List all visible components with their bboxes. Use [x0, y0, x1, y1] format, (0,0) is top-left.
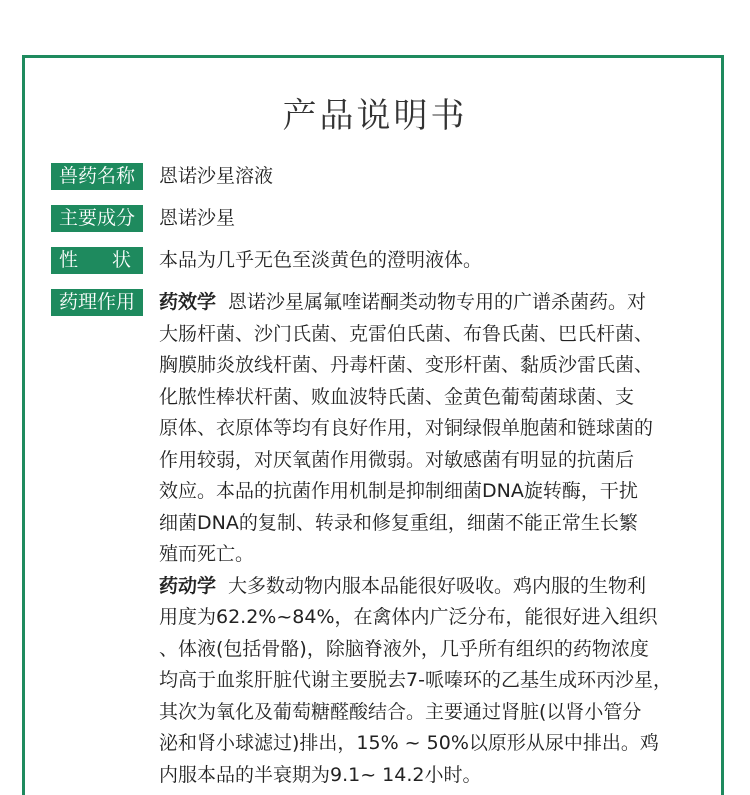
- label-appearance-char-2: 状: [111, 249, 131, 271]
- label-appearance: [51, 247, 143, 274]
- text-line: 作用较弱，对厌氧菌作用微弱。对敏感菌有明显的抗菌后: [159, 448, 635, 471]
- text-line-content: 恩诺沙星属氟喹诺酮类动物专用的广谱杀菌药。对: [228, 291, 647, 313]
- label-main-ingredient: 主要成分: [51, 205, 143, 232]
- row-main-ingredient: [51, 205, 235, 232]
- row-pharmacology: [51, 289, 719, 791]
- page-title: 产品说明书: [282, 96, 468, 136]
- label-drug-name: 兽药名称: [51, 163, 143, 190]
- label-appearance-char-1: 性: [59, 249, 79, 271]
- text-line: [159, 571, 719, 603]
- text-line: 殖而死亡。: [159, 543, 255, 565]
- text-line: 效应。本品的抗菌作用机制是抑制细菌DNA旋转酶，干扰: [159, 480, 638, 502]
- pharmacodynamics-heading: 药效学: [159, 291, 217, 313]
- value-main-ingredient: 恩诺沙星: [159, 207, 236, 229]
- text-line: 细菌DNA的复制、转录和修复重组，细菌不能正常生长繁: [159, 511, 638, 534]
- text-line: 内服本品的半衰期为9.1~ 14.2小时。: [159, 763, 482, 786]
- value-drug-name: 恩诺沙星溶液: [159, 165, 274, 187]
- row-drug-name: [51, 163, 273, 190]
- text-line: 胸膜肺炎放线杆菌、丹毒杆菌、变形杆菌、黏质沙雷氏菌、: [159, 354, 654, 376]
- text-line: [159, 287, 719, 319]
- text-line: 大肠杆菌、沙门氏菌、克雷伯氏菌、布鲁氏菌、巴氏杆菌、: [159, 322, 654, 345]
- text-line-content: 大多数动物内服本品能很好吸收。鸡内服的生物利: [228, 574, 647, 597]
- text-line: 均高于血浆肝脏代谢主要脱去7-哌嗪环的乙基生成环丙沙星，: [159, 669, 672, 691]
- pharmacology-text: [159, 287, 719, 791]
- value-appearance: 本品为几乎无色至淡黄色的澄明液体。: [159, 249, 483, 271]
- text-line: 原体、衣原体等均有良好作用，对铜绿假单胞菌和链球菌的: [159, 417, 654, 439]
- text-line: 用度为62.2%~84%，在禽体内广泛分布，能很好进入组织: [159, 606, 658, 628]
- row-appearance: [51, 247, 482, 274]
- text-line: 泌和肾小球滤过)排出，15% ~ 50%以原形从尿中排出。鸡: [159, 732, 659, 754]
- label-pharmacology: 药理作用: [51, 289, 143, 316]
- text-line: 化脓性棒状杆菌、败血波特氏菌、金黄色葡萄菌球菌、支: [159, 385, 635, 408]
- pharmacokinetics-heading: 药动学: [159, 574, 217, 597]
- text-line: 、体液(包括骨骼)，除脑脊液外，几乎所有组织的药物浓度: [159, 637, 649, 660]
- text-line: 其次为氧化及葡萄糖醛酸结合。主要通过肾脏(以肾小管分: [159, 700, 642, 723]
